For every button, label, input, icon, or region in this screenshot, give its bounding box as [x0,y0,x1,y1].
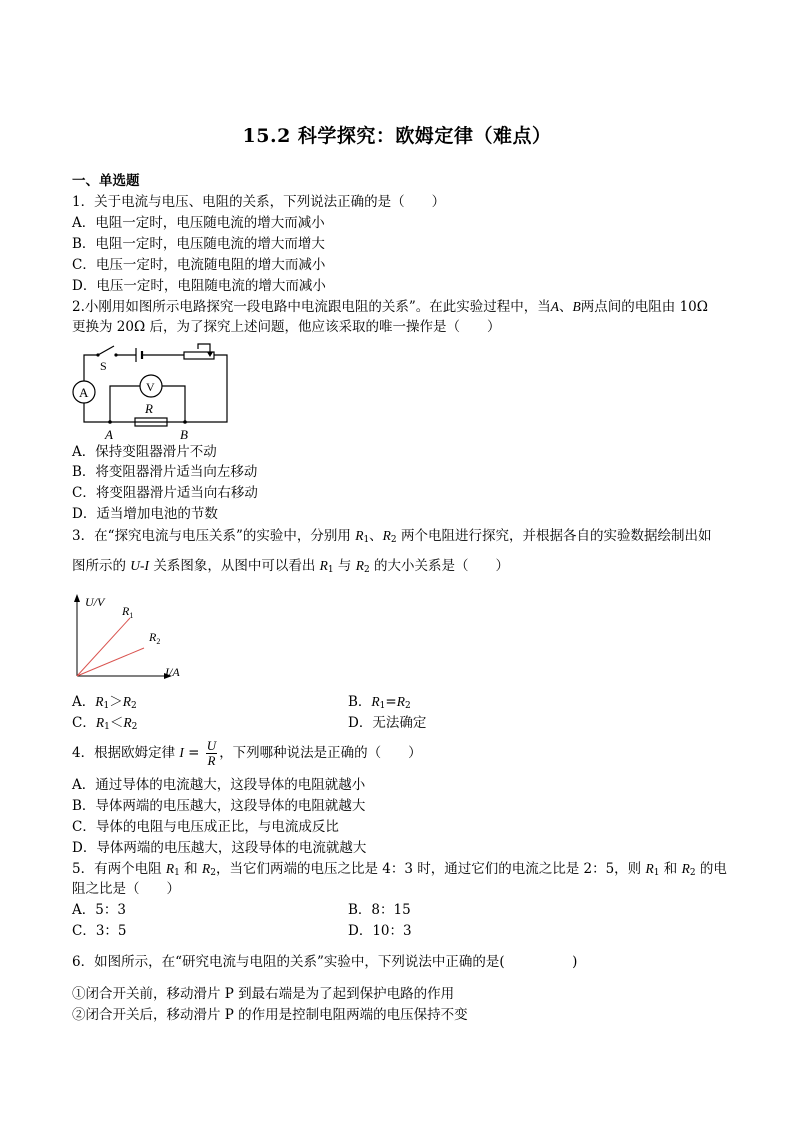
option-letter: C． [72,715,96,731]
q3-r-symbol: R [122,694,131,709]
q5-r-symbol: R [681,861,690,876]
y-axis-arrow [74,594,80,602]
rheostat-arrow [207,352,213,357]
q3-ui-graph [68,590,198,685]
q4-option-a: A．通过导体的电流越大，这段导体的电阻就越小 [72,777,366,793]
q2-point-a-label: A [550,299,560,314]
q4-option-c: C．导体的电阻与电压成正比，与电流成反比 [72,819,339,835]
q3-stem-sep: 、 [369,528,383,544]
page-title: 15.2 科学探究：欧姆定律（难点） [242,125,552,147]
section-heading: 一、单选题 [72,173,140,189]
x-axis-label: I/A [165,665,180,679]
switch-contact [114,353,117,356]
point-a-label: A [105,427,113,442]
q2-stem-sep: 、 [559,299,573,315]
q3-r-subscript: 1 [103,701,110,711]
q3-stem-text: 的大小关系是（ ） [369,558,509,574]
wire-left-bottom [84,403,110,422]
q2-option-b: B．将变阻器滑片适当向左移动 [72,464,258,480]
relation-symbol: ＜ [109,715,124,731]
q3-r-symbol: R [123,715,132,730]
q4-option-b: B．导体两端的电压越大，这段导体的电阻就越大 [72,798,366,814]
q3-r-symbol: R [355,528,364,543]
q1-option-b: B．电阻一定时，电压随电流的增大而增大 [72,236,325,252]
q3-r-symbol: R [382,528,391,543]
q3-option-d: D．无法确定 [348,715,427,731]
q3-r-subscript: 2 [363,565,370,575]
line-r1 [77,618,130,676]
q3-stem-text: 3．在“探究电流与电压关系”的实验中，分别用 [72,528,356,544]
q5-stem-line1 [72,860,727,878]
q2-stem-text-end: 两点间的电阻由 10Ω [580,299,708,315]
q4-stem-text: 4．根据欧姆定律 [72,745,180,761]
q6-item-2: ②闭合开关后，移动滑片 P 的作用是控制电阻两端的电压保持不变 [72,1007,468,1023]
q1-stem: 1．关于电流与电压、电阻的关系，下列说法正确的是（ ） [72,194,446,210]
q3-stem-text: 与 [333,558,356,574]
q2-option-c: C．将变阻器滑片适当向右移动 [72,485,258,501]
q3-r-subscript: 1 [104,722,110,732]
q2-stem-line1 [72,298,708,316]
q4-option-d: D．导体两端的电压越大，这段导体的电流就越大 [72,840,367,856]
switch-label: S [100,359,107,373]
q3-option-b [348,693,411,711]
relation-symbol: ＞ [109,694,123,710]
formula-denominator: R [207,753,216,768]
q3-r-symbol: R [371,694,380,709]
q3-r-symbol: R [396,694,405,709]
q5-stem-line2: 阻之比是（ ） [72,881,180,897]
q3-r-symbol: R [319,558,328,573]
q3-stem-line2 [72,557,509,575]
formula-equals: = [183,745,204,761]
q5-stem-text: 和 [659,861,682,877]
q5-option-b: B．8：15 [348,902,411,918]
q4-stem-text: ，下列哪种说法是正确的（ ） [219,745,422,761]
q3-r-subscript: 2 [390,535,397,545]
formula-numerator: U [206,738,217,753]
q2-option-a: A．保持变阻器滑片不动 [72,444,217,460]
q2-option-d: D．适当增加电池的节数 [72,506,218,522]
rheostat-slider [198,344,210,352]
q3-stem-line1 [72,527,711,545]
q3-r-symbol: R [95,715,105,730]
line-r2 [77,648,144,676]
q5-r-subscript: 1 [174,868,180,878]
q5-r-subscript: 1 [653,868,660,878]
wire-voltmeter-right [162,386,185,422]
q5-r-symbol: R [645,861,654,876]
q6-stem: 6．如图所示，在“研究电流与电阻的关系”实验中，下列说法中正确的是( ) [72,954,578,970]
q3-r-subscript: 2 [404,701,411,711]
q3-r-subscript: 1 [363,535,370,545]
q3-stem-text: 图所示的 [72,558,131,574]
wire-right [110,355,227,422]
q2-stem-text: 2.小刚用如图所示电路探究一段电路中电流跟电阻的关系”。在此实验过程中，当 [72,299,551,315]
line-r2-label: $R_2$ [149,630,161,646]
q1-option-d: D．电压一定时，电阻随电流的增大而减小 [72,278,326,294]
q3-r-subscript: 1 [379,701,386,711]
q5-option-c: C．3：5 [72,923,127,939]
q3-r-symbol: R [355,558,364,573]
ammeter-label: A [79,385,89,400]
switch-lever [98,346,114,355]
q3-r-subscript: 2 [130,701,137,711]
q3-stem-text: 两个电阻进行探究，并根据各自的实验数据绘制出如 [396,528,712,544]
q3-option-c [72,714,137,732]
wire-voltmeter-left [110,386,140,422]
q4-stem [72,736,422,770]
q5-stem-text: 的电 [695,861,727,877]
q5-r-subscript: 2 [210,868,216,878]
q3-r-symbol: R [95,694,104,709]
q5-option-a: A．5：3 [72,902,126,918]
switch-pivot [96,353,99,356]
relation-symbol: = [385,694,397,710]
y-axis-label: U/V [85,595,105,609]
node-a [108,420,112,424]
q2-stem-line2: 更换为 20Ω 后，为了探究上述问题，他应该采取的唯一操作是（ ） [72,319,501,335]
q1-option-a: A．电阻一定时，电压随电流的增大而减小 [72,215,325,231]
formula-current: I [179,745,184,760]
q2-point-b-label: B [572,299,581,314]
point-b-label: B [180,427,188,442]
q5-option-d: D．10：3 [348,923,412,939]
q1-option-c: C．电压一定时，电流随电阻的增大而减小 [72,257,326,273]
q5-stem-text: 和 [179,861,202,877]
q3-ui-symbol: U-I [130,558,150,573]
line-r1-label: $R_1$ [122,604,134,620]
q6-item-1: ①闭合开关前，移动滑片 P 到最右端是为了起到保护电路的作用 [72,986,455,1002]
formula-fraction [206,739,217,768]
q2-circuit-diagram [70,340,235,442]
node-b [183,420,187,424]
q5-r-symbol: R [165,861,175,876]
q3-option-a [72,693,137,711]
resistor-label: R [145,401,153,416]
q5-r-subscript: 2 [689,868,696,878]
q5-stem-text: 5．有两个电阻 [72,861,166,877]
option-letter: B． [348,694,372,710]
q5-stem-text: ，当它们两端的电压之比是 4：3 时，通过它们的电流之比是 2：5，则 [215,861,646,877]
q3-r-subscript: 2 [131,722,138,732]
q5-r-symbol: R [201,861,211,876]
q3-r-subscript: 1 [327,565,334,575]
q3-stem-text: 关系图象，从图中可以看出 [149,558,320,574]
option-letter: A． [72,694,96,710]
voltmeter-label: V [146,380,155,394]
